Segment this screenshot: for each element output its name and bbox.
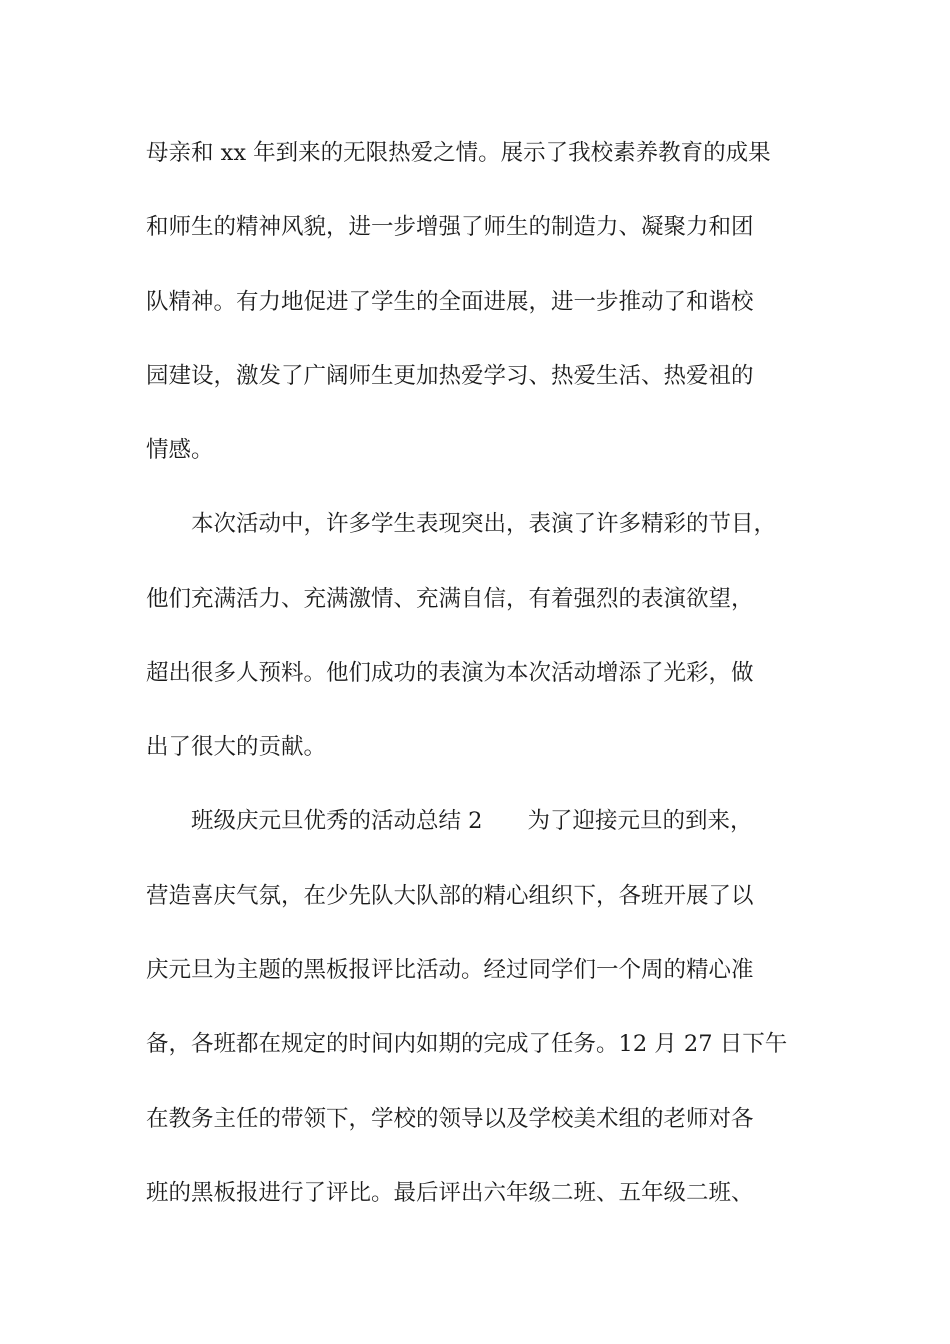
text-line: 班级庆元旦优秀的活动总结 2 为了迎接元旦的到来， (146, 808, 753, 834)
text-line: 他们充满活力、充满激情、充满自信，有着强烈的表演欲望， (146, 586, 754, 612)
text-line: 队精神。有力地促进了学生的全面进展，进一步推动了和谐校 (146, 289, 754, 315)
text-line: 园建设，激发了广阔师生更加热爱学习、热爱生活、热爱祖的 (146, 363, 754, 389)
text-line: 母亲和 xx 年到来的无限热爱之情。展示了我校素养教育的成果 (146, 140, 771, 166)
text-line: 本次活动中，许多学生表现突出，表演了许多精彩的节目， (146, 511, 777, 537)
text-line: 班的黑板报进行了评比。最后评出六年级二班、五年级二班、 (146, 1180, 754, 1206)
text-line: 庆元旦为主题的黑板报评比活动。经过同学们一个周的精心准 (146, 957, 754, 983)
text-line: 情感。 (146, 437, 214, 463)
text-line: 超出很多人预料。他们成功的表演为本次活动增添了光彩，做 (146, 660, 754, 686)
text-line: 和师生的精神风貌，进一步增强了师生的制造力、凝聚力和团 (146, 214, 754, 240)
text-line: 出了很大的贡献。 (146, 734, 327, 760)
text-line: 在教务主任的带领下，学校的领导以及学校美术组的老师对各 (146, 1106, 754, 1132)
text-line: 备，各班都在规定的时间内如期的完成了任务。12 月 27 日下午 (146, 1031, 788, 1057)
text-line: 营造喜庆气氛，在少先队大队部的精心组织下，各班开展了以 (146, 883, 754, 909)
